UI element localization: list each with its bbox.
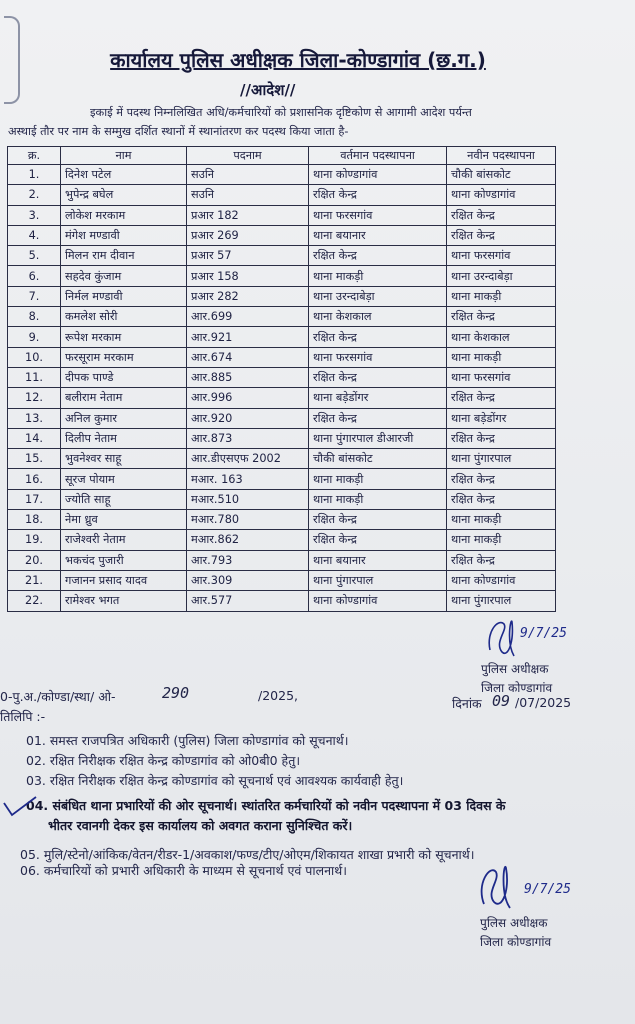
cell-new-posting: थाना माकड़ी xyxy=(447,286,556,306)
cell-serial: 11. xyxy=(8,367,61,387)
table-header-row xyxy=(8,147,556,165)
table-row xyxy=(8,489,556,509)
cell-name: अनिल कुमार xyxy=(61,408,187,428)
cell-designation: मआर.862 xyxy=(187,530,309,550)
table-row xyxy=(8,408,556,428)
cell-name: गजानन प्रसाद यादव xyxy=(61,570,187,590)
cell-designation: आर.996 xyxy=(187,388,309,408)
cell-designation: प्रआर 158 xyxy=(187,266,309,286)
table-row xyxy=(8,570,556,590)
reference-number: 290 xyxy=(162,684,190,702)
cell-current-posting: थाना बयानार xyxy=(309,225,447,245)
col-serial: क्र. xyxy=(8,147,61,165)
copy-item-6: 06. कर्मचारियों को प्रभारी अधिकारी के माध्यम से सूचनार्थ एवं पालनार्थ। xyxy=(20,863,348,878)
cell-name: दिलीप नेताम xyxy=(61,428,187,448)
cell-new-posting: थाना कोण्डागांव xyxy=(447,185,556,205)
signature-1-district: जिला कोण्डागांव xyxy=(481,681,553,695)
cell-new-posting: थाना बड़ेडोंगर xyxy=(447,408,556,428)
transfer-table xyxy=(7,146,556,612)
cell-designation: मआर.510 xyxy=(187,489,309,509)
cell-current-posting: थाना कोण्डागांव xyxy=(309,165,447,185)
signature-2-district: जिला कोण्डागांव xyxy=(480,935,552,949)
cell-new-posting: थाना कोण्डागांव xyxy=(447,570,556,590)
table-row xyxy=(8,530,556,550)
cell-current-posting: रक्षित केन्द्र xyxy=(309,185,447,205)
cell-name: ज्योति साहू xyxy=(61,489,187,509)
cell-name: भकचंद पुजारी xyxy=(61,550,187,570)
cell-new-posting: थाना केशकाल xyxy=(447,327,556,347)
cell-new-posting: रक्षित केन्द्र xyxy=(447,550,556,570)
cell-current-posting: रक्षित केन्द्र xyxy=(309,246,447,266)
cell-designation: आर.577 xyxy=(187,591,309,611)
signature-1-date: 9/7/25 xyxy=(520,626,567,641)
table-row xyxy=(8,510,556,530)
cell-current-posting: थाना माकड़ी xyxy=(309,489,447,509)
cell-serial: 5. xyxy=(8,246,61,266)
cell-new-posting: थाना उरन्दाबेड़ा xyxy=(447,266,556,286)
cell-new-posting: थाना फरसगांव xyxy=(447,367,556,387)
date-day: 09 xyxy=(492,692,511,710)
signature-1-designation: पुलिस अधीक्षक xyxy=(481,662,549,676)
cell-current-posting: थाना माकड़ी xyxy=(309,266,447,286)
table-row xyxy=(8,591,556,611)
cell-name: मिलन राम दीवान xyxy=(61,246,187,266)
cell-serial: 7. xyxy=(8,286,61,306)
cell-serial: 22. xyxy=(8,591,61,611)
cell-name: लोकेश मरकाम xyxy=(61,205,187,225)
cell-serial: 13. xyxy=(8,408,61,428)
cell-current-posting: थाना फरसगांव xyxy=(309,205,447,225)
cell-designation: आर.920 xyxy=(187,408,309,428)
cell-current-posting: थाना केशकाल xyxy=(309,307,447,327)
cell-designation: मआर.780 xyxy=(187,510,309,530)
cell-current-posting: रक्षित केन्द्र xyxy=(309,367,447,387)
copy-item-1: 01. समस्त राजपत्रित अधिकारी (पुलिस) जिला कोण्डागांव को सूचनार्थ। xyxy=(26,733,349,748)
cell-new-posting: रक्षित केन्द्र xyxy=(447,225,556,245)
cell-new-posting: रक्षित केन्द्र xyxy=(447,307,556,327)
cell-current-posting: थाना उरन्दाबेड़ा xyxy=(309,286,447,306)
cell-designation: आर.309 xyxy=(187,570,309,590)
col-designation: पदनाम xyxy=(187,147,309,165)
cell-name: भुपेन्द्र बघेल xyxy=(61,185,187,205)
table-row xyxy=(8,469,556,489)
cell-designation: आर.885 xyxy=(187,367,309,387)
cell-designation: मआर. 163 xyxy=(187,469,309,489)
signature-2 xyxy=(470,854,580,914)
cell-serial: 16. xyxy=(8,469,61,489)
cell-name: रामेश्वर भगत xyxy=(61,591,187,611)
intro-paragraph xyxy=(8,103,593,141)
cell-new-posting: रक्षित केन्द्र xyxy=(447,489,556,509)
cell-serial: 6. xyxy=(8,266,61,286)
cell-new-posting: थाना माकड़ी xyxy=(447,530,556,550)
cell-current-posting: थाना बयानार xyxy=(309,550,447,570)
table-row xyxy=(8,225,556,245)
cell-serial: 20. xyxy=(8,550,61,570)
cell-designation: आर.793 xyxy=(187,550,309,570)
office-title: कार्यालय पुलिस अधीक्षक जिला-कोण्डागांव (छ.ग.) xyxy=(110,48,486,72)
table-row xyxy=(8,367,556,387)
reference-year: /2025, xyxy=(258,688,298,703)
reference-prefix: 0-पु.अ./कोण्डा/स्था/ ओ- xyxy=(0,689,116,704)
col-current-posting: वर्तमान पदस्थापना xyxy=(309,147,447,165)
intro-line-1: इकाई में पदस्थ निम्नलिखित अधि/कर्मचारियों को प्रशासनिक दृष्टिकोण से आगामी आदेश पर्यन्त xyxy=(90,106,472,119)
cell-new-posting: थाना माकड़ी xyxy=(447,510,556,530)
cell-serial: 15. xyxy=(8,449,61,469)
cell-designation: आर.873 xyxy=(187,428,309,448)
cell-current-posting: चौकी बांसकोट xyxy=(309,449,447,469)
cell-name: बलीराम नेताम xyxy=(61,388,187,408)
table-row xyxy=(8,307,556,327)
table-row xyxy=(8,449,556,469)
cell-current-posting: थाना माकड़ी xyxy=(309,469,447,489)
table-row xyxy=(8,246,556,266)
cell-serial: 21. xyxy=(8,570,61,590)
date-label: दिनांक xyxy=(452,696,482,711)
table-row xyxy=(8,185,556,205)
cell-name: राजेश्वरी नेताम xyxy=(61,530,187,550)
cell-current-posting: थाना बड़ेडोंगर xyxy=(309,388,447,408)
intro-line-2: अस्थाई तौर पर नाम के सम्मुख दर्शित स्थानों में स्थानांतरण कर पदस्थ किया जाता है- xyxy=(8,125,349,138)
table-row xyxy=(8,550,556,570)
cell-designation: प्रआर 57 xyxy=(187,246,309,266)
order-heading: //आदेश// xyxy=(240,81,296,99)
cell-serial: 10. xyxy=(8,347,61,367)
cell-current-posting: रक्षित केन्द्र xyxy=(309,510,447,530)
cell-current-posting: रक्षित केन्द्र xyxy=(309,530,447,550)
cell-new-posting: थाना फरसगांव xyxy=(447,246,556,266)
copy-item-2: 02. रक्षित निरीक्षक रक्षित केन्द्र कोण्डागांव को ओ0बी0 हेतु। xyxy=(26,753,301,768)
table-row xyxy=(8,428,556,448)
cell-name: सहदेव कुंजाम xyxy=(61,266,187,286)
cell-new-posting: रक्षित केन्द्र xyxy=(447,428,556,448)
cell-current-posting: थाना पुंगारपाल xyxy=(309,570,447,590)
cell-designation: आर.डीएसएफ 2002 xyxy=(187,449,309,469)
col-new-posting: नवीन पदस्थापना xyxy=(447,147,556,165)
signature-2-date: 9/7/25 xyxy=(524,882,571,897)
cell-new-posting: थाना माकड़ी xyxy=(447,347,556,367)
cell-name: फरसूराम मरकाम xyxy=(61,347,187,367)
cell-new-posting: रक्षित केन्द्र xyxy=(447,388,556,408)
cell-new-posting: रक्षित केन्द्र xyxy=(447,469,556,489)
copy-to-heading: तिलिपि :- xyxy=(0,709,46,724)
cell-serial: 4. xyxy=(8,225,61,245)
copy-item-4-cont: भीतर रवानगी देकर इस कार्यालय को अवगत कराना सुनिश्चित करें। xyxy=(48,818,353,833)
signature-1 xyxy=(484,612,574,662)
cell-designation: आर.674 xyxy=(187,347,309,367)
cell-current-posting: थाना पुंगारपाल डीआरजी xyxy=(309,428,447,448)
copy-item-3: 03. रक्षित निरीक्षक रक्षित केन्द्र कोण्डागांव को सूचनार्थ एवं आवश्यक कार्यवाही हेतु। xyxy=(26,773,404,788)
staple-mark xyxy=(4,16,20,104)
date-month-year: /07/2025 xyxy=(515,695,572,710)
table-row xyxy=(8,347,556,367)
copy-item-5: 05. मुलि/स्टेनो/आंकिक/वेतन/रीडर-1/अवकाश/फण्ड/टीए/ओएम/शिकायत शाखा प्रभारी को सूचनार्थ। xyxy=(20,847,475,862)
cell-designation: प्रआर 182 xyxy=(187,205,309,225)
table-row xyxy=(8,327,556,347)
cell-name: नेमा ध्रुव xyxy=(61,510,187,530)
cell-serial: 8. xyxy=(8,307,61,327)
cell-name: दीपक पाण्डे xyxy=(61,367,187,387)
cell-new-posting: थाना पुंगारपाल xyxy=(447,591,556,611)
table-body xyxy=(8,165,556,612)
cell-serial: 1. xyxy=(8,165,61,185)
signature-2-designation: पुलिस अधीक्षक xyxy=(480,916,548,930)
cell-current-posting: रक्षित केन्द्र xyxy=(309,327,447,347)
cell-name: रूपेश मरकाम xyxy=(61,327,187,347)
cell-new-posting: रक्षित केन्द्र xyxy=(447,205,556,225)
table-row xyxy=(8,388,556,408)
check-mark-icon xyxy=(0,793,40,823)
cell-name: मंगेश मण्डावी xyxy=(61,225,187,245)
table-row xyxy=(8,205,556,225)
cell-designation: प्रआर 269 xyxy=(187,225,309,245)
cell-serial: 18. xyxy=(8,510,61,530)
table-row xyxy=(8,286,556,306)
cell-serial: 17. xyxy=(8,489,61,509)
cell-name: भुवनेश्वर साहू xyxy=(61,449,187,469)
cell-designation: आर.699 xyxy=(187,307,309,327)
cell-new-posting: चौकी बांसकोट xyxy=(447,165,556,185)
cell-new-posting: थाना पुंगारपाल xyxy=(447,449,556,469)
cell-designation: सउनि xyxy=(187,165,309,185)
cell-serial: 9. xyxy=(8,327,61,347)
cell-current-posting: रक्षित केन्द्र xyxy=(309,408,447,428)
cell-serial: 19. xyxy=(8,530,61,550)
col-name: नाम xyxy=(61,147,187,165)
cell-serial: 3. xyxy=(8,205,61,225)
cell-designation: प्रआर 282 xyxy=(187,286,309,306)
cell-name: दिनेश पटेल xyxy=(61,165,187,185)
cell-name: कमलेश सोरी xyxy=(61,307,187,327)
cell-serial: 12. xyxy=(8,388,61,408)
cell-name: सूरज पोयाम xyxy=(61,469,187,489)
cell-designation: आर.921 xyxy=(187,327,309,347)
cell-serial: 14. xyxy=(8,428,61,448)
table-row xyxy=(8,165,556,185)
cell-serial: 2. xyxy=(8,185,61,205)
cell-current-posting: थाना फरसगांव xyxy=(309,347,447,367)
table-row xyxy=(8,266,556,286)
cell-designation: सउनि xyxy=(187,185,309,205)
cell-name: निर्मल मण्डावी xyxy=(61,286,187,306)
copy-item-4: 04. संबंधित थाना प्रभारियों की ओर सूचनार्थ। स्थांतरित कर्मचारियों को नवीन पदस्थापना में 03 दिवस के xyxy=(26,798,506,813)
cell-current-posting: थाना कोण्डागांव xyxy=(309,591,447,611)
